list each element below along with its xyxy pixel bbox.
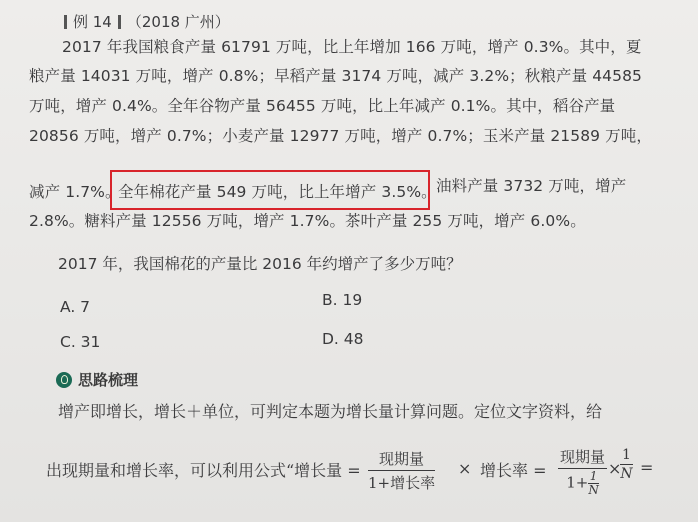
option-a[interactable]: A. 7	[60, 298, 91, 316]
passage-line: 2017 年我国粮食产量 61791 万吨，比上年增加 166 万吨，增产 0.3%。其中，夏	[62, 38, 642, 56]
example-source: （2018 广州）	[126, 13, 230, 31]
example-header	[64, 11, 230, 32]
equals-symbol: =	[640, 458, 654, 477]
fraction-numerator: 现期量	[558, 446, 607, 469]
passage-line: 万吨，增产 0.4%。全年谷物产量 56455 万吨，比上年减产 0.1%。其中，稻谷产量	[29, 97, 616, 115]
highlighted-sentence: 全年棉花产量 549 万吨，比上年增产 3.5%。	[118, 183, 437, 201]
fraction-denominator: 1+增长率	[368, 474, 436, 492]
passage-line: 减产 1.7%。	[29, 183, 121, 201]
formula-mid-text: 增长率 =	[480, 461, 547, 480]
analysis-line-prefix: 出现期量和增长率，可以利用公式“增长量 =	[46, 461, 361, 480]
passage-line: 20856 万吨，增产 0.7%；小麦产量 12977 万吨，增产 0.7%；玉米产量 21589 万吨，	[29, 127, 652, 145]
passage-line: 粮产量 14031 万吨，增产 0.8%；早稻产量 3174 万吨，减产 3.2%；秋粮产量 44585	[29, 67, 643, 85]
times-symbol: ×	[608, 459, 622, 478]
fraction-current-over-rate	[368, 448, 435, 493]
analysis-line: 增产即增长，增长＋单位，可判定本题为增长量计算问题。定位文字资料，给	[58, 402, 603, 421]
fraction-numerator: 现期量	[368, 448, 435, 471]
analysis-title: 思路梳理	[78, 371, 139, 389]
question-text: 2017 年，我国棉花的产量比 2016 年约增产了多少万吨？	[58, 255, 462, 273]
option-b[interactable]: B. 19	[322, 291, 363, 309]
example-label: 例 14	[73, 13, 112, 31]
option-c[interactable]: C. 31	[60, 333, 101, 351]
fraction-one-over-n	[620, 447, 633, 482]
fraction-current-over-n	[558, 446, 607, 497]
passage-line: 2.8%。糖料产量 12556 万吨，增产 1.7%。茶叶产量 255 万吨，增产 6.0%。	[29, 212, 586, 230]
analysis-heading	[56, 369, 138, 390]
header-bar-icon	[118, 15, 121, 29]
highlight-box	[110, 170, 430, 210]
option-d[interactable]: D. 48	[322, 330, 364, 348]
header-bar-icon	[64, 15, 67, 29]
lightbulb-icon	[56, 372, 72, 388]
fraction-denominator: N	[620, 466, 633, 482]
times-symbol: ×	[458, 459, 472, 478]
fraction-denominator: 1+ $\frac{1}{N}$	[566, 469, 599, 497]
fraction-numerator: 1	[622, 447, 631, 463]
passage-line: 油料产量 3732 万吨，增产	[436, 177, 627, 195]
